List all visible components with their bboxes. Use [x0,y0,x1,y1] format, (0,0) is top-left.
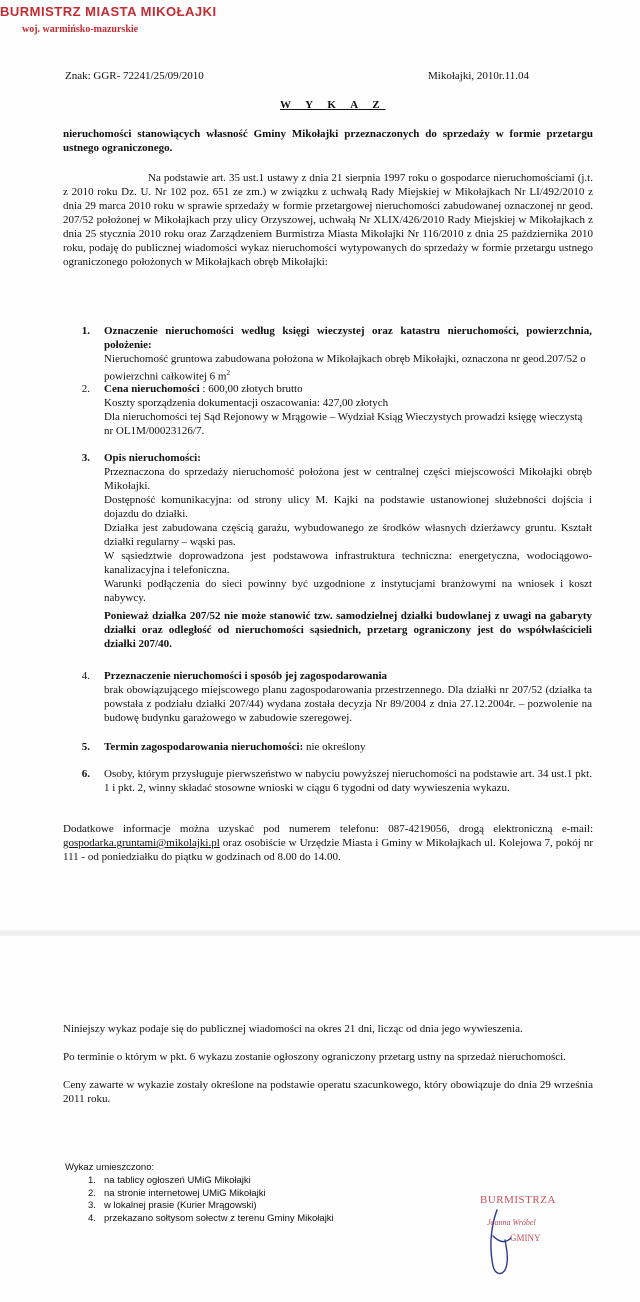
item-3-para-2: Dostępność komunikacyjna: od strony ulicy M. Kajki na podstawie ustanowionej służebności dojścia i dojazdu do działki. [104,494,592,520]
item-3-bold-note: Ponieważ działka 207/52 nie może stanowić tzw. samodzielnej działki budowlanej z uwagi na gabaryty działki oraz odległość od nieruchomości sąsiednich, przetarg ograniczony jest do współwłaścicieli działki 207/40. [104,610,592,650]
item-5-heading: Termin zagospodarowania nieruchomości: [104,741,304,753]
item-5-line [104,740,592,754]
item-2-price-line [104,382,592,396]
item-3-heading: Opis nieruchomości: [104,452,201,464]
additional-info-after: oraz osobiście w Urzędzie Miasta i Gminy w Mikołajkach ul. Kolejowa 7, pokój nr 111 - od poniedziałku do piątku w godzinach od 8.00 do 14.00. [63,837,593,863]
item-2-heading: Cena nieruchomości [104,383,200,395]
posted-list [88,1175,448,1225]
item-2-court: Dla nieruchomości tej Sąd Rejonowy w Mrągowie – Wydział Ksiąg Wieczystych prowadzi księgę wieczystą nr OL1M/00023126/7. [104,411,583,437]
reference-number: Znak: GGR- 72241/25/09/2010 [65,70,204,82]
item-1-heading: Oznaczenie nieruchomości według księgi wieczystej oraz katastru nieruchomości, powierzchnia, położenie: [104,325,592,351]
item-4-heading: Przeznaczenie nieruchomości i sposób jej zagospodarowania [104,670,388,682]
additional-info [63,822,593,864]
office-stamp-region: woj. warmińsko-mazurskie [22,24,139,35]
item-4-text: brak obowiązującego miejscowego planu zagospodarowania przestrzennego. Dla działki nr 207/52 (działka ta powstała z podziału działki 207/44) wydana została decyzja Nr 89/2004 z dnia 27.12.2004r. – pozwolenie na budowę budynku garażowego w zabudowie szeregowej. [104,684,592,724]
item-3-para-3: Działka jest zabudowana częścią garażu, wybudowanego ze środków własnych dzierżawcy gruntu. Kształt działki regularny – wąski pas. [104,522,592,548]
email-link[interactable]: gospodarka.gruntami@mikolajki.pl [63,837,220,849]
notice-para-2: Po terminie o którym w pkt. 6 wykazu zostanie ogłoszony ograniczony przetarg ustny na sprzedaż nieruchomości. [63,1051,566,1063]
item-6-number: 6. [81,768,90,780]
signature-stamp-top: BURMISTRZA [480,1194,556,1206]
document-subtitle: nieruchomości stanowiących własność Gminy Mikołajki przeznaczonych do sprzedaży w formie przetargu ustnego ograniczonego. [63,128,593,154]
notice-para-3: Ceny zawarte w wykazie zostały określone na podstawie operatu szacunkowego, który obowiązuje do dnia 29 września 2011 roku. [63,1079,593,1105]
item-2-price: : 600,00 złotych brutto [199,383,303,395]
posted-label: Wykaz umieszczono: [65,1162,155,1173]
item-3-number: 3. [81,452,90,464]
intro-paragraph: Na podstawie art. 35 ust.1 ustawy z dnia 21 sierpnia 1997 roku o gospodarce nieruchomościami (j.t. z 2010 roku Dz. U. Nr 102 poz. 651 ze zm.) w związku z uchwałą Rady Miejskiej w Mikołajkach Nr LI/492/2010 z dnia 29 marca 2010 roku w sprawie sprzedaży w formie przetargowej nieruchomości zabudowanej oznaczonej nr geod. 207/52 położonej w Mikołajkach przy ulicy Orzyszowej, uchwałą Nr XLIX/426/2010 Rady Miejskiej w Mikołajkach z dnia 25 stycznia 2010 roku oraz Zarządzeniem Burmistrza Miasta Mikołajki Nr 116/2010 z dnia 25 października 2010 roku, podaję do publicznej wiadomości wykaz nieruchomości wytypowanych do sprzedaży w formie przetargu ustnego ograniczonego położonych w Mikołajkach obręb Mikołajki: [63,172,593,268]
posted-list-item: 2. na stronie internetowej UMiG Mikołajki [88,1187,266,1199]
additional-info-before: Dodatkowe informacje można uzyskać pod numerem telefonu: 087-4219056, drogą elektroniczną e-mail: [63,823,593,835]
office-stamp-title: BURMISTRZ MIASTA MIKOŁAJKI [0,4,217,19]
notice-para-1: Niniejszy wykaz podaje się do publicznej wiadomości na okres 21 dni, licząc od dnia jego wywieszenia. [63,1023,523,1035]
item-1-number: 1. [81,325,90,337]
item-2-cost: Koszty sporządzenia dokumentacji oszacowania: 427,00 złotych [104,397,389,409]
item-5-number: 5. [81,741,90,753]
item-5-value: nie określony [303,741,366,753]
item-6-text: Osoby, którym przysługuje pierwszeństwo w nabyciu powyższej nieruchomości na podstawie art. 34 ust.1 pkt. 1 i pkt. 2, winny składać stosowne wnioski w ciągu 6 tygodni od daty wywieszenia wykazu. [104,768,592,794]
item-4-number: 4. [81,670,90,682]
posted-list-item: 1. na tablicy ogłoszeń UMiG Mikołajki [88,1175,251,1186]
item-2-number: 2. [81,383,90,395]
item-3-para-1: Przeznaczona do sprzedaży nieruchomość położona jest w centralnej części miejscowości Mikołajki obręb Mikołajki. [104,466,592,492]
item-1-sup: 2 [226,369,230,377]
signature-stamp-name: Joanna Wróbel [487,1218,536,1227]
item-3-para-5: Warunki podłączenia do sieci powinny być uzgodnione z instytucjami branżowymi na wniosek i koszt nabywcy. [104,578,592,604]
page-divider [0,930,640,936]
item-1-text [104,352,592,384]
item-1-description: Nieruchomość gruntowa zabudowana położona w Mikołajkach obręb Mikołajki, oznaczona nr geod.207/52 o powierzchni całkowitej 6 m [104,353,586,383]
posted-list-item: 4. przekazano sołtysom sołectw z terenu Gminy Mikołajki [88,1212,334,1224]
signature-stamp-bottom: GMINY [510,1233,541,1243]
document-title: W Y K A Z [280,99,386,111]
place-date: Mikołajki, 2010r.11.04 [428,70,530,82]
handwritten-signature [475,1206,545,1278]
posted-list-item: 3. w lokalnej prasie (Kurier Mrągowski) [88,1200,257,1211]
item-3-para-4: W sąsiedztwie doprowadzona jest podstawowa infrastruktura techniczna: energetyczna, wodociągowo-kanalizacyjna i telefoniczna. [104,550,592,576]
